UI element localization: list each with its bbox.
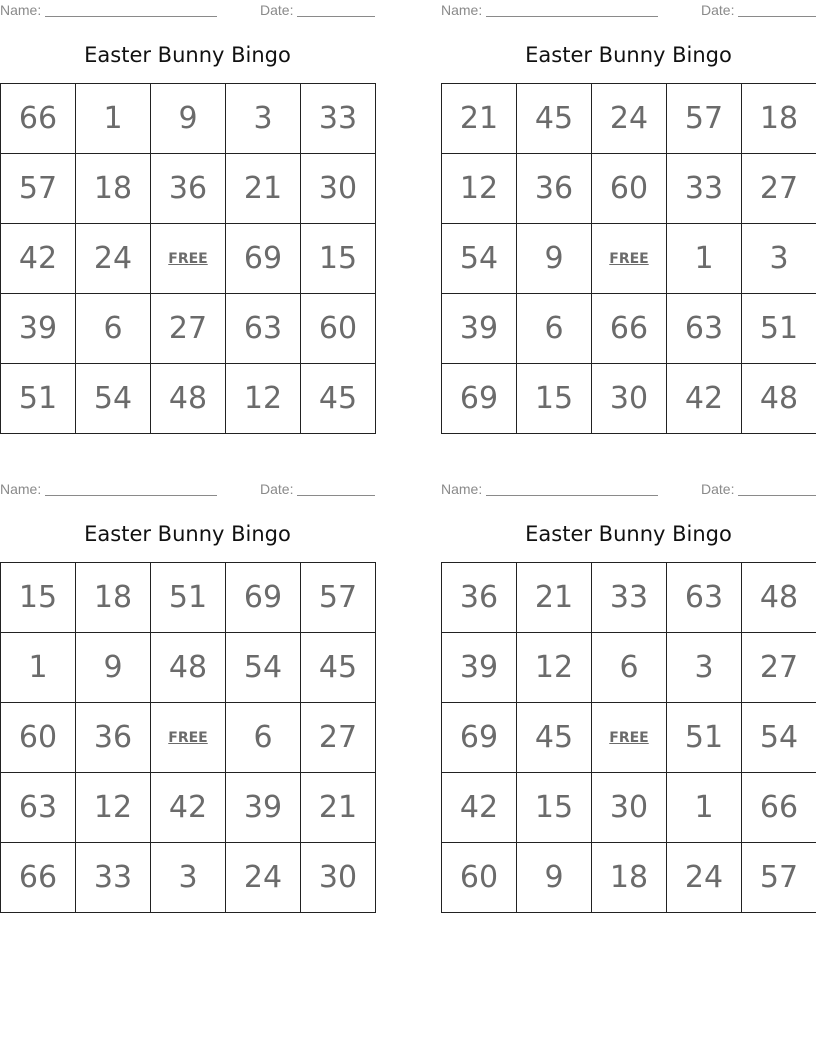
grid-cell: 36: [76, 703, 151, 773]
grid-cell: 18: [76, 563, 151, 633]
bingo-card-3: [0, 479, 375, 912]
grid-row: [1, 224, 376, 294]
grid-cell: 54: [742, 703, 816, 773]
grid-cell: 60: [1, 703, 76, 773]
grid-cell: 3: [742, 224, 816, 294]
grid-cell: 21: [226, 154, 301, 224]
name-line: [45, 16, 217, 17]
date-label: Date:: [260, 481, 294, 497]
free-space: FREE: [151, 703, 226, 773]
grid-cell: 3: [667, 633, 742, 703]
card-header: [0, 2, 375, 18]
grid-cell: 3: [151, 843, 226, 913]
grid-cell: 42: [667, 364, 742, 434]
grid-row: [442, 703, 816, 773]
free-space: FREE: [592, 224, 667, 294]
grid-cell: 15: [517, 773, 592, 843]
grid-cell: 1: [667, 773, 742, 843]
grid-row: [1, 154, 376, 224]
grid-row: [442, 364, 816, 434]
grid-cell: 48: [151, 633, 226, 703]
grid-row: [442, 633, 816, 703]
date-label: Date:: [701, 481, 735, 497]
card-title: Easter Bunny Bingo: [84, 522, 291, 546]
grid-cell: 1: [76, 84, 151, 154]
date-line: [738, 16, 816, 17]
grid-cell: 24: [76, 224, 151, 294]
grid-cell: 12: [76, 773, 151, 843]
grid-cell: 9: [151, 84, 226, 154]
grid-cell: 18: [76, 154, 151, 224]
bingo-grid: [441, 83, 816, 434]
grid-cell: 27: [742, 154, 816, 224]
grid-row: [442, 294, 816, 364]
grid-cell: 66: [742, 773, 816, 843]
grid-row: [1, 633, 376, 703]
date-label: Date:: [701, 2, 735, 18]
card-title: Easter Bunny Bingo: [525, 522, 732, 546]
grid-cell: 27: [151, 294, 226, 364]
grid-cell: 42: [151, 773, 226, 843]
grid-row: [442, 84, 816, 154]
grid-row: [1, 294, 376, 364]
grid-cell: 66: [592, 294, 667, 364]
free-space: FREE: [151, 224, 226, 294]
name-line: [45, 495, 217, 496]
grid-cell: 45: [301, 364, 376, 434]
grid-row: [442, 843, 816, 913]
grid-cell: 63: [1, 773, 76, 843]
grid-cell: 30: [301, 154, 376, 224]
grid-cell: 30: [592, 773, 667, 843]
grid-cell: 69: [226, 224, 301, 294]
grid-cell: 18: [742, 84, 816, 154]
grid-cell: 48: [742, 563, 816, 633]
grid-row: [442, 563, 816, 633]
bingo-grid: [0, 83, 376, 434]
grid-cell: 57: [667, 84, 742, 154]
grid-cell: 54: [76, 364, 151, 434]
grid-cell: 60: [442, 843, 517, 913]
grid-row: [1, 84, 376, 154]
free-space: FREE: [592, 703, 667, 773]
grid-cell: 45: [517, 84, 592, 154]
grid-cell: 63: [667, 294, 742, 364]
card-header: [441, 481, 816, 497]
grid-cell: 57: [301, 563, 376, 633]
grid-cell: 33: [301, 84, 376, 154]
grid-cell: 54: [442, 224, 517, 294]
grid-row: [1, 563, 376, 633]
grid-row: [442, 154, 816, 224]
grid-cell: 1: [1, 633, 76, 703]
grid-cell: 39: [1, 294, 76, 364]
grid-cell: 42: [442, 773, 517, 843]
grid-cell: 51: [151, 563, 226, 633]
grid-cell: 51: [667, 703, 742, 773]
grid-cell: 57: [1, 154, 76, 224]
card-header: [441, 2, 816, 18]
grid-cell: 9: [517, 224, 592, 294]
grid-cell: 21: [442, 84, 517, 154]
grid-cell: 66: [1, 84, 76, 154]
name-line: [486, 16, 658, 17]
grid-cell: 15: [301, 224, 376, 294]
grid-cell: 36: [151, 154, 226, 224]
grid-cell: 63: [226, 294, 301, 364]
grid-cell: 57: [742, 843, 816, 913]
grid-cell: 30: [301, 843, 376, 913]
name-line: [486, 495, 658, 496]
grid-cell: 9: [76, 633, 151, 703]
date-label: Date:: [260, 2, 294, 18]
grid-cell: 36: [442, 563, 517, 633]
grid-cell: 24: [667, 843, 742, 913]
grid-cell: 21: [517, 563, 592, 633]
grid-cell: 48: [742, 364, 816, 434]
grid-cell: 27: [742, 633, 816, 703]
grid-row: [1, 773, 376, 843]
grid-cell: 3: [226, 84, 301, 154]
grid-cell: 63: [667, 563, 742, 633]
grid-cell: 9: [517, 843, 592, 913]
grid-cell: 39: [226, 773, 301, 843]
grid-cell: 36: [517, 154, 592, 224]
name-label: Name:: [441, 481, 483, 497]
name-label: Name:: [0, 481, 42, 497]
grid-cell: 12: [442, 154, 517, 224]
grid-cell: 39: [442, 633, 517, 703]
grid-cell: 54: [226, 633, 301, 703]
date-line: [738, 495, 816, 496]
grid-cell: 42: [1, 224, 76, 294]
grid-cell: 33: [76, 843, 151, 913]
card-title: Easter Bunny Bingo: [84, 43, 291, 67]
grid-cell: 33: [592, 563, 667, 633]
card-header: [0, 481, 375, 497]
grid-cell: 21: [301, 773, 376, 843]
grid-cell: 15: [517, 364, 592, 434]
grid-row: [1, 843, 376, 913]
grid-cell: 51: [1, 364, 76, 434]
grid-cell: 24: [592, 84, 667, 154]
grid-row: [442, 224, 816, 294]
grid-cell: 6: [76, 294, 151, 364]
grid-cell: 60: [592, 154, 667, 224]
grid-cell: 6: [517, 294, 592, 364]
grid-cell: 45: [517, 703, 592, 773]
date-line: [297, 495, 375, 496]
grid-cell: 1: [667, 224, 742, 294]
grid-cell: 66: [1, 843, 76, 913]
grid-cell: 6: [592, 633, 667, 703]
grid-cell: 24: [226, 843, 301, 913]
grid-cell: 60: [301, 294, 376, 364]
date-line: [297, 16, 375, 17]
bingo-card-1: [0, 0, 375, 433]
grid-cell: 69: [442, 364, 517, 434]
grid-cell: 39: [442, 294, 517, 364]
grid-cell: 12: [226, 364, 301, 434]
grid-cell: 30: [592, 364, 667, 434]
grid-cell: 18: [592, 843, 667, 913]
grid-cell: 51: [742, 294, 816, 364]
bingo-card-4: [441, 479, 816, 912]
grid-cell: 45: [301, 633, 376, 703]
grid-cell: 69: [226, 563, 301, 633]
grid-cell: 15: [1, 563, 76, 633]
bingo-grid: [0, 562, 376, 913]
grid-cell: 69: [442, 703, 517, 773]
grid-cell: 12: [517, 633, 592, 703]
name-label: Name:: [441, 2, 483, 18]
grid-cell: 6: [226, 703, 301, 773]
bingo-card-2: [441, 0, 816, 433]
grid-row: [1, 703, 376, 773]
grid-cell: 33: [667, 154, 742, 224]
grid-row: [442, 773, 816, 843]
grid-cell: 48: [151, 364, 226, 434]
card-title: Easter Bunny Bingo: [525, 43, 732, 67]
name-label: Name:: [0, 2, 42, 18]
grid-cell: 27: [301, 703, 376, 773]
grid-row: [1, 364, 376, 434]
bingo-grid: [441, 562, 816, 913]
